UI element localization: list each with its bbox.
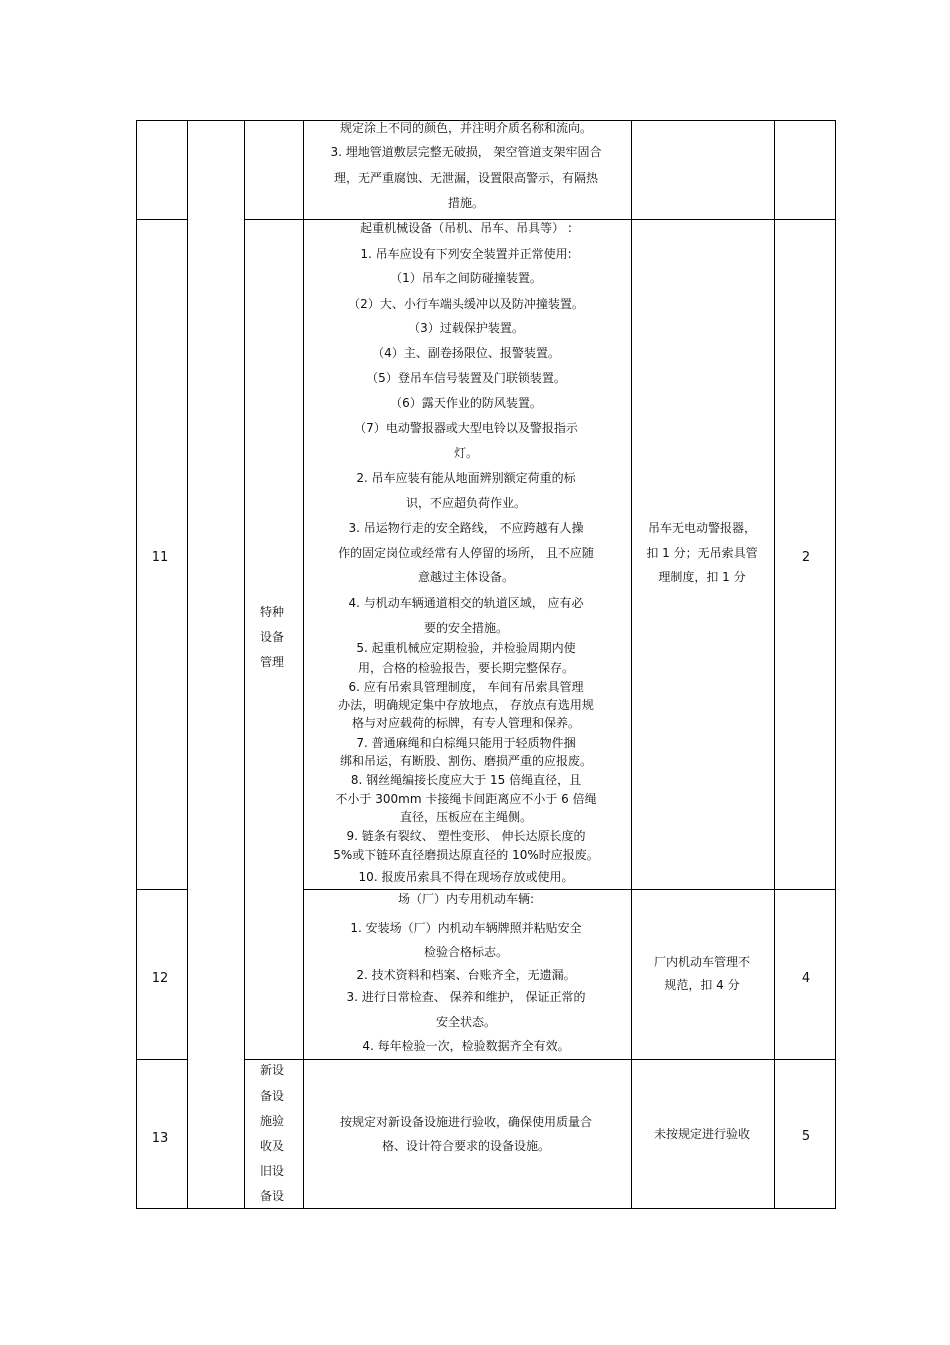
- content-line: 9. 链条有裂纹、 塑性变形、 伸长达原长度的: [346, 829, 586, 843]
- content-line: 10. 报废吊索具不得在现场存放或使用。: [358, 870, 574, 884]
- category-label: 特种: [259, 605, 285, 619]
- category-label: 旧设: [259, 1164, 285, 1178]
- content-line: 格与对应载荷的标牌，有专人管理和保养。: [351, 716, 581, 730]
- content-line: 不小于 300mm 卡接绳卡间距离应不小于 6 倍绳: [335, 792, 597, 806]
- content-line: （4）主、副卷扬限位、报警装置。: [372, 346, 560, 360]
- deduction-text: 厂内机动车管理不: [653, 955, 751, 969]
- content-line: 要的安全措施。: [423, 621, 509, 635]
- row-divider: [136, 1059, 188, 1060]
- deduction-text: 吊车无电动警报器，: [647, 521, 757, 535]
- content-line: 办法，明确规定集中存放地点， 存放点有选用规: [338, 698, 594, 712]
- content-line: 2. 吊车应装有能从地面辨别额定荷重的标: [356, 471, 576, 485]
- score-value: 2: [801, 550, 811, 565]
- content-line: （1）吊车之间防碰撞装置。: [390, 271, 542, 285]
- category-label: 备设: [259, 1089, 285, 1103]
- category-label: 新设: [259, 1063, 285, 1077]
- deduction-text: 未按规定进行验收: [653, 1127, 751, 1141]
- content-line: 格、设计符合要求的设备设施。: [381, 1139, 551, 1153]
- table-border-bottom: [136, 1208, 836, 1209]
- category-label: 设备: [259, 630, 285, 644]
- score-value: 4: [801, 971, 811, 986]
- content-line: 检验合格标志。: [423, 945, 509, 959]
- content-line: 直径，压板应在主绳侧。: [399, 810, 533, 824]
- content-line: 用，合格的检验报告，要长期完整保存。: [357, 661, 575, 675]
- content-line: 3. 进行日常检查、 保养和维护， 保证正常的: [346, 990, 586, 1004]
- content-line: 灯。: [453, 446, 479, 460]
- row-number: 13: [151, 1131, 169, 1146]
- column-divider: [187, 120, 188, 1209]
- content-line: 2. 技术资料和档案、台账齐全，无遗漏。: [356, 968, 576, 982]
- deduction-text: 规范，扣 4 分: [664, 978, 740, 992]
- column-divider: [303, 120, 304, 1209]
- content-line: 起重机械设备（吊机、吊车、吊具等） :: [360, 221, 572, 235]
- content-line: （7）电动警报器或大型电铃以及警报指示: [354, 421, 578, 435]
- content-line: 措施。: [447, 196, 485, 210]
- row-divider: [136, 219, 188, 220]
- content-line: 理，无严重腐蚀、无泄漏，设置限高警示，有隔热: [333, 171, 599, 185]
- content-line: 识，不应超负荷作业。: [405, 496, 527, 510]
- content-line: 安全状态。: [435, 1015, 497, 1029]
- row-divider: [136, 889, 188, 890]
- score-value: 5: [801, 1129, 811, 1144]
- content-line: 6. 应有吊索具管理制度， 车间有吊索具管理: [348, 680, 584, 694]
- content-line: （2）大、小行车端头缓冲以及防冲撞装置。: [348, 297, 584, 311]
- content-line: 4. 与机动车辆通道相交的轨道区域， 应有必: [348, 596, 584, 610]
- content-line: （3）过载保护装置。: [408, 321, 524, 335]
- deduction-text: 理制度，扣 1 分: [658, 570, 746, 584]
- row-number: 12: [151, 971, 169, 986]
- content-line: 8. 钢丝绳编接长度应大于 15 倍绳直径，且: [350, 773, 582, 787]
- content-line: 1. 安装场（厂）内机动车辆牌照并粘贴安全: [350, 921, 582, 935]
- content-line: 规定涂上不同的颜色，并注明介质名称和流向。: [339, 121, 593, 135]
- content-line: 场（厂）内专用机动车辆:: [397, 892, 535, 906]
- content-line: 意越过主体设备。: [417, 570, 515, 584]
- deduction-text: 扣 1 分；无吊索具管: [646, 546, 758, 560]
- content-line: 7. 普通麻绳和白棕绳只能用于轻质物件捆: [356, 736, 576, 750]
- column-divider: [244, 120, 245, 1209]
- category-label: 备设: [259, 1189, 285, 1203]
- row-number: 11: [151, 550, 169, 565]
- content-line: 3. 埋地管道敷层完整无破损， 架空管道支架牢固合: [330, 145, 602, 159]
- content-line: 作的固定岗位或经常有人停留的场所， 且不应随: [338, 546, 594, 560]
- content-line: （6）露天作业的防风装置。: [390, 396, 542, 410]
- column-divider: [774, 120, 775, 1209]
- row-divider: [244, 219, 836, 220]
- content-line: 5%或下链环直径磨损达原直径的 10%时应报废。: [333, 848, 599, 862]
- category-label: 施验: [259, 1114, 285, 1128]
- column-divider: [631, 120, 632, 1209]
- content-line: 1. 吊车应设有下列安全装置并正常使用:: [360, 247, 572, 261]
- row-divider: [244, 1059, 836, 1060]
- content-line: 5. 起重机械应定期检验，并检验周期内使: [356, 641, 576, 655]
- content-line: （5）登吊车信号装置及门联锁装置。: [366, 371, 566, 385]
- column-divider: [835, 120, 836, 1209]
- content-line: 绑和吊运，有断股、割伤、磨损严重的应报废。: [339, 754, 593, 768]
- content-line: 按规定对新设备设施进行验收，确保使用质量合: [339, 1115, 593, 1129]
- column-divider: [136, 120, 137, 1209]
- content-line: 4. 每年检验一次，检验数据齐全有效。: [362, 1039, 570, 1053]
- category-label: 收及: [259, 1139, 285, 1153]
- content-line: 3. 吊运物行走的安全路线， 不应跨越有人操: [348, 521, 584, 535]
- category-label: 管理: [259, 655, 285, 669]
- row-divider: [303, 889, 836, 890]
